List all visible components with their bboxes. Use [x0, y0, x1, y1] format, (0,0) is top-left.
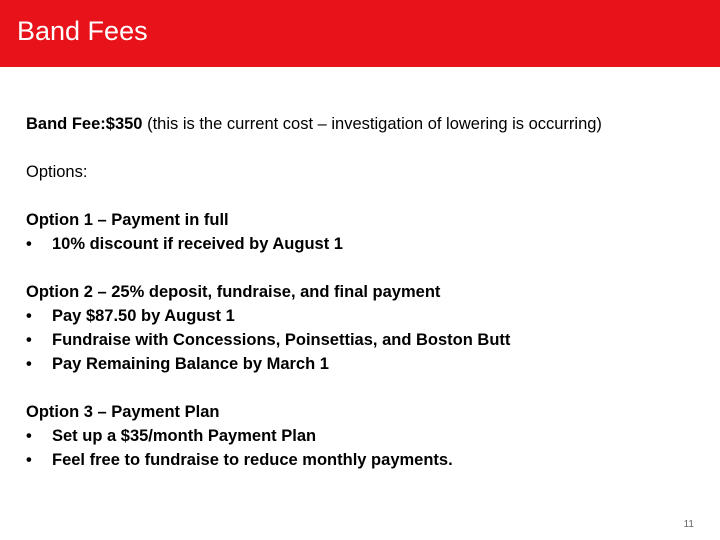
bullet-icon: •	[26, 427, 32, 445]
bullet-icon: •	[26, 355, 32, 373]
band-fee-line	[26, 112, 706, 136]
band-fee-note: (this is the current cost – investigation of lowering is occurring)	[142, 115, 602, 133]
slide-title: Band Fees	[17, 16, 148, 46]
option-1-bullet-1: • 10% discount if received by August 1	[26, 232, 706, 256]
band-fee-amount: $350	[105, 115, 143, 133]
option-1-heading: Option 1 – Payment in full	[26, 211, 229, 229]
bullet-icon: •	[26, 331, 32, 349]
options-heading: Options:	[26, 163, 88, 181]
bullet-icon: •	[26, 451, 32, 469]
option-3-bullet-1: • Set up a $35/month Payment Plan	[26, 424, 706, 448]
page-number: 11	[683, 519, 694, 530]
bullet-icon: •	[26, 235, 32, 253]
option-2-heading: Option 2 – 25% deposit, fundraise, and final payment	[26, 283, 441, 301]
slide-content	[26, 112, 706, 472]
option-2-bullet-1: • Pay $87.50 by August 1	[26, 304, 706, 328]
bullet-icon: •	[26, 307, 32, 325]
option-3-heading: Option 3 – Payment Plan	[26, 403, 220, 421]
option-2-bullet-3: • Pay Remaining Balance by March 1	[26, 352, 706, 376]
option-2-bullet-2: • Fundraise with Concessions, Poinsettias, and Boston Butt	[26, 328, 706, 352]
band-fee-label: Band Fee:	[26, 115, 106, 133]
option-3-bullet-2: • Feel free to fundraise to reduce monthly payments.	[26, 448, 706, 472]
title-bar	[0, 0, 720, 67]
